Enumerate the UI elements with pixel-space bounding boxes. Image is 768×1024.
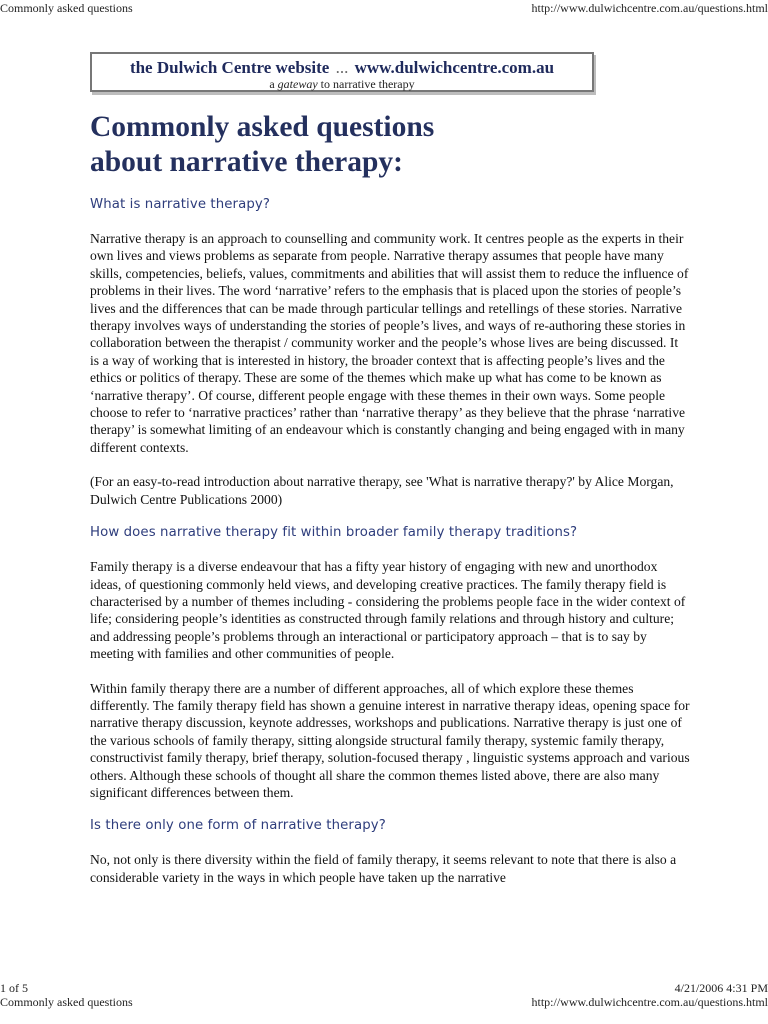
- banner-tagline-post: to narrative therapy: [320, 77, 415, 91]
- banner-title: [92, 58, 592, 78]
- print-date: 4/21/2006 4:31 PM: [674, 981, 768, 995]
- banner-tagline-emphasis: gateway: [277, 77, 318, 91]
- answer-paragraph: (For an easy-to-read introduction about narrative therapy, see 'What is narrative therapy?' by Alice Morgan, Dulwich Centre Publications 2000): [90, 474, 674, 507]
- main-content: [90, 110, 690, 886]
- answer-paragraph: No, not only is there diversity within the field of family therapy, it seems relevant to note that there is also a considerable variety in the ways in which people have taken up the narrative: [90, 852, 677, 885]
- banner-site-url[interactable]: www.dulwichcentre.com.au: [354, 58, 555, 77]
- answer-paragraph: Within family therapy there are a number of different approaches, all of which explore these themes differently. The family therapy field has shown a genuine interest in narrative therapy ideas, opening space for narrative therapy discussion, keynote addresses, workshops and publications. Narrative therapy is just one of the various schools of family therapy, sitting alongside structural family therapy, systemic family therapy, constructivist family therapy, brief therapy, solution-focused therapy , linguistic systems approach and various others. Although these schools of thought all share the common themes listed above, there are also many significant differences between them.: [90, 680, 690, 800]
- page-title-line-2: about narrative therapy:: [90, 146, 403, 178]
- question-heading-family-therapy: How does narrative therapy fit within broader family therapy traditions?: [90, 525, 578, 541]
- question-heading-what-is: What is narrative therapy?: [90, 197, 271, 212]
- question-heading-one-form: Is there only one form of narrative therapy?: [90, 818, 386, 834]
- print-footer-url: http://www.dulwichcentre.com.au/questions.html: [531, 995, 768, 1009]
- page-title: [90, 110, 690, 180]
- answer-paragraph: Family therapy is a diverse endeavour that has a fifty year history of engaging with new and unorthodox ideas, of questioning commonly held views, and developing creative practices. The family therapy field is characterised by a number of themes including - considering the problems people face in the wider context of life; considering people’s identities as constructed through family relations and through history and culture; and addressing people’s problems through an interactional or participatory approach – that is to say by meeting with families and other communities of people.: [90, 559, 686, 662]
- banner-tagline-pre: a: [269, 77, 275, 91]
- banner-tagline: [92, 78, 592, 90]
- site-banner[interactable]: [90, 52, 594, 92]
- page-title-line-1: Commonly asked questions: [90, 111, 435, 143]
- answer-paragraph: Narrative therapy is an approach to counselling and community work. It centres people as the experts in their own lives and views problems as separate from people. Narrative therapy assumes that people have many skills, competencies, beliefs, values, commitments and abilities that will assist them to reduce the influence of problems in their lives. The word ‘narrative’ refers to the emphasis that is placed upon the stories of people’s lives and the differences that can be made through particular tellings and retellings of these stories. Narrative therapy involves ways of understanding the stories of people’s lives, and ways of re-authoring these stories in collaboration between the therapist / community worker and the people’s whose lives are being discussed. It is a way of working that is interested in history, the broader context that is affecting people’s lives and the ethics or politics of therapy. These are some of the themes which make up what has come to be known as ‘narrative therapy’. Of course, different people engage with these themes in their own ways. Some people choose to refer to ‘narrative practices’ rather than ‘narrative therapy’ as they believe that the phrase ‘narrative therapy’ is somewhat limiting of an endeavour which is constantly changing and being engaged with in many different contexts.: [90, 231, 689, 455]
- page-number: 1 of 5: [0, 981, 28, 995]
- banner-separator: ...: [335, 58, 349, 77]
- banner-site-name: the Dulwich Centre website: [129, 58, 330, 77]
- print-header-url: http://www.dulwichcentre.com.au/questions.html: [531, 1, 768, 15]
- print-header-title: Commonly asked questions: [0, 1, 133, 15]
- print-footer-title: Commonly asked questions: [0, 995, 133, 1009]
